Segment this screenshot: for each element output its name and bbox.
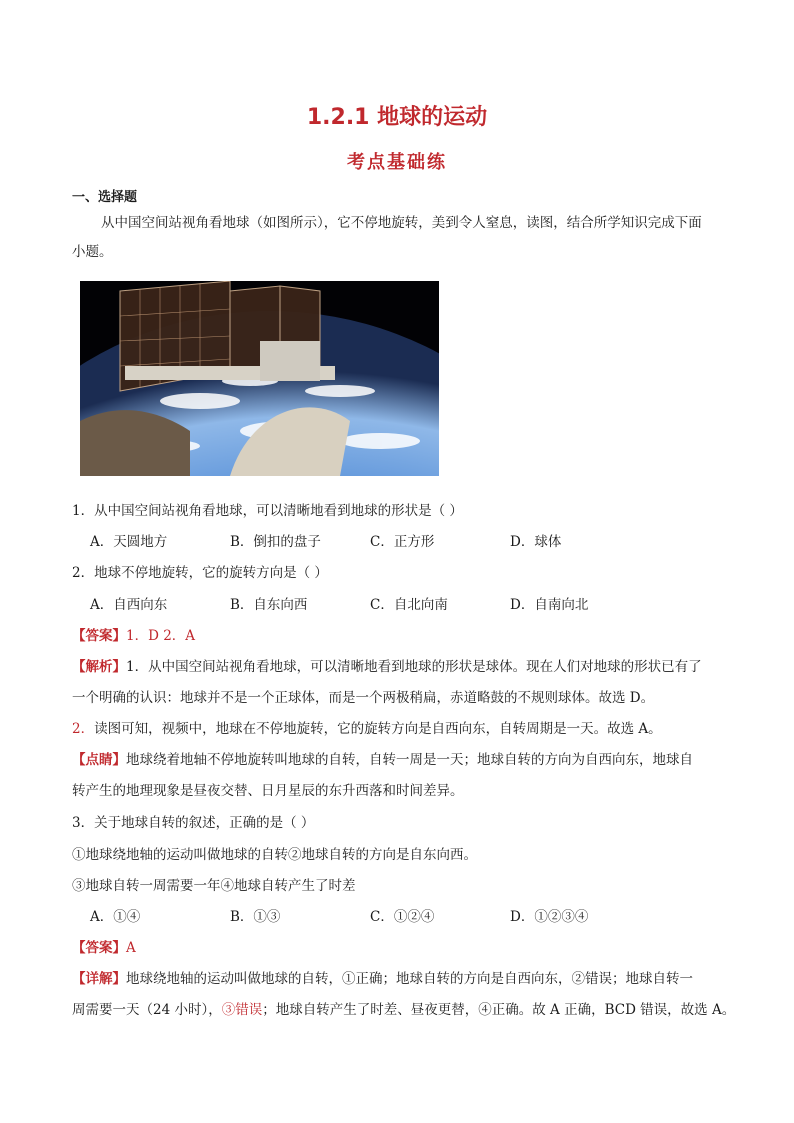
- q1-option-c: C．正方形: [370, 534, 435, 550]
- q3-stem: 3．关于地球自转的叙述，正确的是（ ）: [72, 815, 315, 831]
- detail-line2: [72, 998, 735, 1018]
- page-title: 1.2.1 地球的运动: [306, 105, 488, 130]
- q3-option-b: B．①③: [230, 909, 281, 925]
- dianjing-line2: 转产生的地理现象是昼夜交替、日月星辰的东升西落和时间差异。: [72, 783, 464, 799]
- answer-1-2: [72, 624, 195, 644]
- detail-line1: 地球绕地轴的运动叫做地球的自转，①正确；地球自转的方向是自西向东，②错误；地球自转一: [126, 971, 693, 987]
- intro-text-cont: 小题。: [72, 244, 113, 260]
- q2-option-b: B．自东向西: [230, 597, 308, 613]
- dianjing-line1: 地球绕着地轴不停地旋转叫地球的自转，自转一周是一天；地球自转的方向为自西向东，地球自: [126, 752, 693, 768]
- page-subtitle: 考点基础练: [347, 152, 447, 173]
- q1-options: [90, 530, 650, 550]
- answer-3: [72, 936, 136, 956]
- dianjing-tag: 【点睛】: [72, 752, 126, 768]
- q1-option-d: D．球体: [510, 534, 562, 550]
- intro-text: 从中国空间站视角看地球（如图所示），它不停地旋转，美到令人窒息，读图，结合所学知识完成下面: [101, 215, 702, 231]
- q2-option-d: D．自南向北: [510, 597, 589, 613]
- q2-option-c: C．自北向南: [370, 597, 448, 613]
- section-heading: 一、选择题: [72, 190, 138, 205]
- q2-stem: 2．地球不停地旋转，它的旋转方向是（ ）: [72, 565, 328, 581]
- dianjing: [72, 748, 693, 768]
- analysis-line1: 1．从中国空间站视角看地球，可以清晰地看到地球的形状是球体。现在人们对地球的形状已有了: [126, 659, 702, 675]
- answer3-text: A: [126, 940, 136, 956]
- detail-tag: 【详解】: [72, 971, 126, 987]
- answer-tag: 【答案】: [72, 628, 126, 644]
- analysis-line3: 读图可知，视频中，地球在不停地旋转，它的旋转方向是自西向东，自转周期是一天。故选 A。: [94, 721, 662, 737]
- q3-option-a: A．①④: [90, 909, 141, 925]
- q2-options: [90, 593, 650, 613]
- q3-options: [90, 905, 650, 925]
- q3-option-c: C．①②④: [370, 909, 435, 925]
- q3-statement-b: ③地球自转一周需要一年④地球自转产生了时差: [72, 878, 356, 894]
- space-station-earth-photo: [80, 281, 439, 476]
- q1-option-a: A．天圆地方: [90, 534, 168, 550]
- detail-line2a: 周需要一天（24 小时），: [72, 1002, 222, 1018]
- detail-line2c: ；地球自转产生了时差、昼夜更替，④正确。故 A 正确，BCD 错误，故选 A。: [262, 1002, 736, 1018]
- detail-line2b: ③错误: [221, 1002, 263, 1018]
- q1-option-b: B．倒扣的盘子: [230, 534, 321, 550]
- analysis-num2: 2．: [72, 721, 95, 737]
- answer-text: 1．D 2．A: [126, 628, 196, 644]
- analysis-1-2: [72, 655, 702, 675]
- analysis-2: [72, 717, 662, 737]
- analysis-line2: 一个明确的认识：地球并不是一个正球体，而是一个两极稍扁，赤道略鼓的不规则球体。故选 D。: [72, 690, 655, 706]
- detail-3: [72, 967, 693, 987]
- analysis-tag: 【解析】: [72, 659, 126, 675]
- q2-option-a: A．自西向东: [90, 597, 168, 613]
- q3-option-d: D．①②③④: [510, 909, 589, 925]
- q1-stem: 1．从中国空间站视角看地球，可以清晰地看到地球的形状是（ ）: [72, 503, 463, 519]
- q3-statement-a: ①地球绕地轴的运动叫做地球的自转②地球自转的方向是自东向西。: [72, 847, 477, 863]
- answer3-tag: 【答案】: [72, 940, 126, 956]
